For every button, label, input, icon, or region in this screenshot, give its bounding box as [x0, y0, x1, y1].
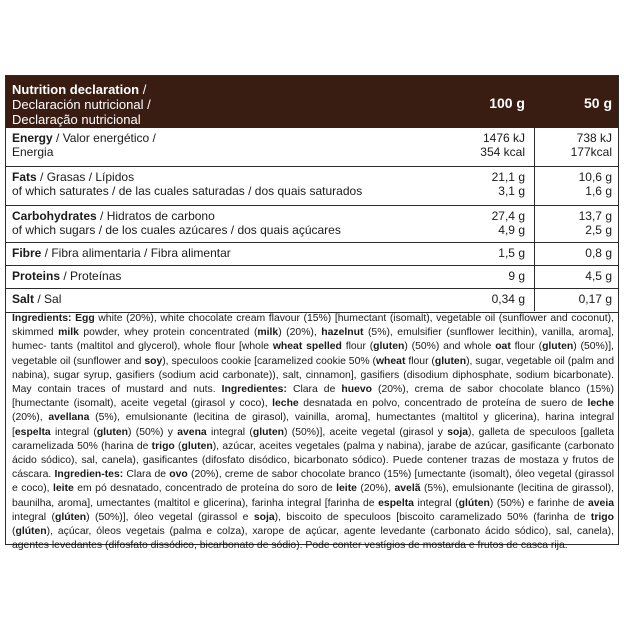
- salt-label: Salt: [12, 292, 35, 306]
- allergen: espelta: [378, 497, 414, 509]
- header-title: [12, 82, 151, 127]
- carbs-50: 13,7 g: [578, 209, 612, 223]
- allergen: wheat: [375, 355, 406, 367]
- salt-50: 0,17 g: [578, 292, 612, 306]
- energy-50-kcal: 177kcal: [570, 145, 612, 159]
- ing-text: ) (50%)], óleo vegetal (girassol e: [86, 511, 254, 523]
- ing-text: ) (50%)], vegetable oil (sunflower and: [12, 341, 614, 367]
- fats-100: 21,1 g: [491, 170, 525, 184]
- salt-100: 0,34 g: [491, 292, 525, 306]
- ing-text: integral (: [12, 511, 55, 523]
- saturates-label: of which saturates / de las cuales saturadas / dos quais saturados: [12, 184, 363, 198]
- allergen: trigo: [590, 511, 614, 523]
- allergen: wheat spelled: [272, 341, 342, 353]
- allergen: trigo: [151, 440, 175, 452]
- sugars-50: 2,5 g: [585, 223, 612, 237]
- salt-label-rest: / Sal: [34, 292, 62, 306]
- allergen: ovo: [169, 469, 188, 481]
- ing-text: ) (50%) y: [128, 426, 178, 438]
- ingredients-heading-es: Ingredientes:: [221, 384, 287, 396]
- fats-50: 10,6 g: [578, 170, 612, 184]
- ing-text: ) (50%)], aceite vegetal (girasol y: [284, 426, 448, 438]
- energy-label-rest: / Valor energético /: [52, 131, 156, 145]
- allergen: avena: [177, 426, 207, 438]
- saturates-50: 1,6 g: [585, 184, 612, 198]
- carbs-label: Carbohydrates: [12, 209, 97, 223]
- ing-text: ), galleta de speculoos [galleta caramelizada 50% (harina de: [12, 426, 614, 452]
- ing-text: (20%),: [12, 412, 49, 424]
- ing-text: (20%), creme de sabor chocolate branco (15%) [umectante (isomalt), óleo vegetal (girassol e coco),: [12, 469, 615, 495]
- proteins-label: Proteins: [12, 269, 61, 283]
- fibre-100: 1,5 g: [498, 246, 525, 260]
- ing-text: flour (: [405, 355, 435, 367]
- ingredients-text: [12, 312, 614, 553]
- fibre-label: Fibre: [12, 246, 42, 260]
- fibre-label-rest: / Fibra alimentaria / Fibra alimentar: [41, 246, 231, 260]
- ing-text: ), azúcar, aceites vegetales (palma y nabina), jarabe de azúcar, gasificante (carbonato ácido sódico), sal, canela), gasificantes (difosfato disódico, bicarbonato sódico). Puede contener trazas de mostaza y frutos de cáscara.: [12, 440, 614, 481]
- ing-text: (: [12, 526, 16, 538]
- allergen: gluten: [373, 341, 405, 353]
- title-pt: Declaração nutricional: [12, 112, 141, 127]
- ing-text: ) (50%) and whole: [404, 341, 496, 353]
- energy-label-pt: Energia: [12, 145, 54, 159]
- allergen: glúten: [54, 511, 87, 523]
- ing-text: white (20%), white chocolate cream flavour (15%) [humectant (isomalt), vegetable oil (sunflower and coconut), skimmed: [12, 313, 615, 339]
- ing-text: em pó desnatado, concentrado de proteína do soro de: [73, 483, 337, 495]
- saturates-100: 3,1 g: [498, 184, 525, 198]
- ing-text: ), açúcar, óleos vegetais (palma e colza), xarope de açúcar, agente levedante (carbonato ácido sódico), sal, canela), agentes levedantes (difosfato dissódico, bicarbonato de sódio). Pode conter vestígios de mostarda e frutos de casca rija.: [12, 526, 614, 552]
- ing-text: (5%), emulsionante (lecitina de girasol), vainilla, aroma], humectantes (maltitol y glicerina), harina integral [: [12, 412, 614, 438]
- allergen: Egg: [75, 313, 95, 324]
- row-salt: [6, 289, 618, 313]
- allergen: soja: [253, 511, 275, 523]
- allergen: huevo: [341, 384, 372, 396]
- title-es: Declaración nutricional /: [12, 97, 151, 112]
- allergen: soy: [144, 355, 163, 367]
- ing-text: ) (50%) e farinhe de: [489, 497, 588, 509]
- allergen: leite: [336, 483, 357, 495]
- ing-text: ), sugar, vegetable oil (palm and nabina), sugar syrup, gasifiers (sodium acid carbonate)), salt, cinnamon], gasifiers (disodium diphosphate, sodium bicarbonate). May contain traces of mustard and nuts.: [12, 355, 614, 396]
- proteins-50: 4,5 g: [585, 269, 612, 283]
- ing-text: powder, whey protein concentrated (: [78, 327, 258, 339]
- carbs-label-rest: / Hidratos de carbono: [96, 209, 215, 223]
- row-fats: [6, 167, 618, 206]
- col-50g-header: 50 g: [583, 95, 612, 111]
- allergen: milk: [257, 327, 279, 339]
- allergen: gluten: [181, 440, 213, 452]
- allergen: aveia: [588, 497, 615, 509]
- allergen: leche: [272, 398, 299, 410]
- energy-label: Energy: [12, 131, 53, 145]
- fats-label-rest: / Grasas / Lípidos: [36, 170, 135, 184]
- row-carbohydrates: [6, 206, 618, 243]
- carbs-100: 27,4 g: [491, 209, 525, 223]
- allergen: leite: [53, 483, 74, 495]
- allergen: leche: [587, 398, 615, 410]
- proteins-label-rest: / Proteínas: [60, 269, 122, 283]
- energy-50-kj: 738 kJ: [576, 131, 612, 145]
- row-proteins: [6, 266, 618, 289]
- table-header: [6, 76, 618, 128]
- allergen: milk: [58, 327, 79, 339]
- title-sep: /: [139, 82, 147, 97]
- allergen: gluten: [542, 341, 574, 353]
- ing-text: integral (: [50, 426, 97, 438]
- ing-text: (: [174, 440, 182, 452]
- proteins-100: 9 g: [508, 269, 525, 283]
- ing-text: flour (: [341, 341, 374, 353]
- allergen: glúten: [15, 526, 47, 538]
- allergen: gluten: [434, 355, 467, 367]
- ing-text: Clara de: [286, 384, 342, 396]
- col-100g-header: 100 g: [489, 95, 525, 111]
- allergen: gluten: [96, 426, 128, 438]
- ing-text: Clara de: [123, 469, 170, 481]
- ing-text: integral (: [206, 426, 253, 438]
- ing-text: ), speculoos cookie [caramelized cookie 50% (: [162, 355, 376, 367]
- fibre-50: 0,8 g: [585, 246, 612, 260]
- ing-text: ) (20%),: [278, 327, 322, 339]
- allergen: gluten: [252, 426, 285, 438]
- allergen: espelta: [14, 426, 51, 438]
- nutrition-panel: [5, 75, 619, 552]
- allergen: glúten: [458, 497, 490, 509]
- sugars-100: 4,9 g: [498, 223, 525, 237]
- ing-text: (5%), emulsionante (lecitina de girassol), baunilha, aroma], umectantes (maltitol e glicerina), farinha integral [farinha de: [12, 483, 614, 509]
- ingredients-heading-en: Ingredients:: [12, 313, 72, 324]
- ing-text: ), biscoito de speculoos [biscoito caramelizado 50% (farinha de: [274, 511, 591, 523]
- energy-100-kj: 1476 kJ: [482, 131, 525, 145]
- allergen: soja: [447, 426, 468, 438]
- row-fibre: [6, 243, 618, 266]
- energy-100-kcal: 354 kcal: [480, 145, 525, 159]
- row-energy: [6, 128, 618, 167]
- sugars-label: of which sugars / de los cuales azúcares / dos quais açúcares: [12, 223, 341, 237]
- ing-text: desnatada en polvo, concentrado de proteína de suero de: [298, 398, 588, 410]
- ingredients-heading-pt: Ingredien-tes:: [54, 469, 124, 481]
- ing-text: (5%), emulsifier (sunflower lecithin), vanilla, aroma], humec- tants (maltitol and glycerol), whole flour [whole: [12, 327, 614, 353]
- ing-text: integral (: [413, 497, 459, 509]
- ing-text: (20%),: [356, 483, 395, 495]
- ing-text: (20%), crema de sabor chocolate blanco (15%) [humectante (isomalt), aceite vegetal (girasol y coco),: [12, 384, 615, 410]
- allergen: avellana: [48, 412, 90, 424]
- ing-text: flour (: [510, 341, 543, 353]
- fats-label: Fats: [12, 170, 37, 184]
- title-en: Nutrition declaration: [12, 82, 140, 97]
- allergen: avelã: [394, 483, 421, 495]
- allergen: oat: [495, 341, 511, 353]
- allergen: hazelnut: [321, 327, 364, 339]
